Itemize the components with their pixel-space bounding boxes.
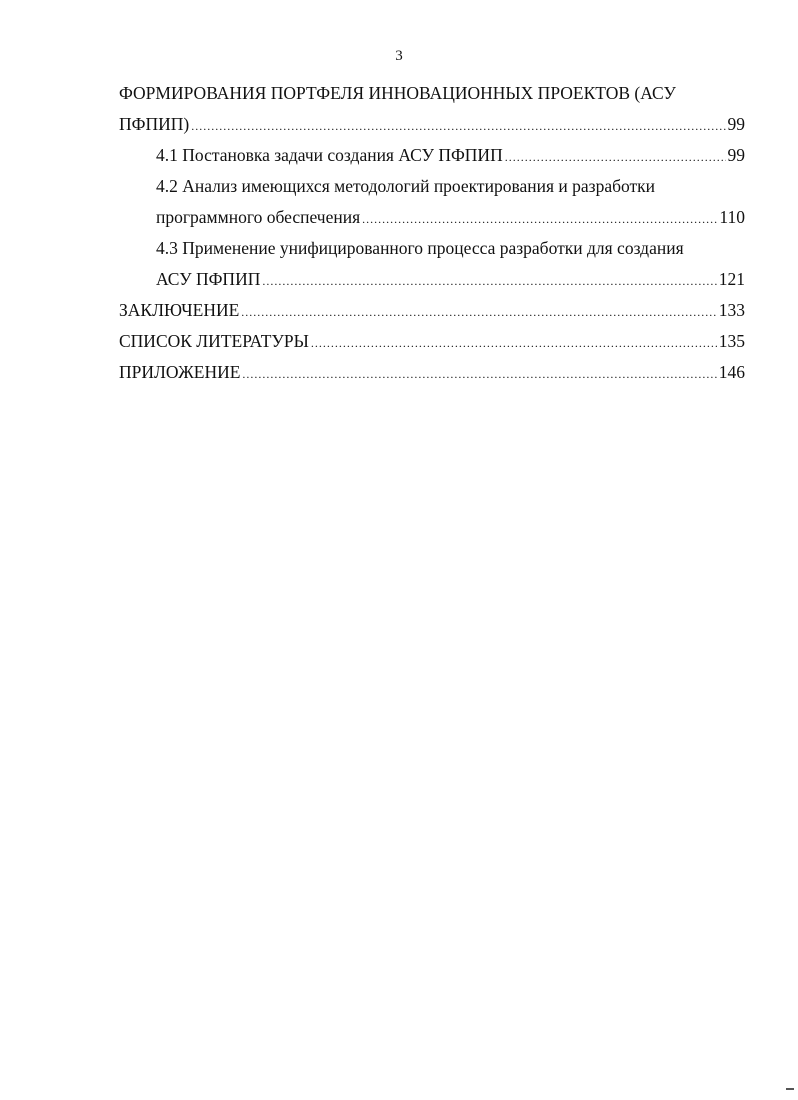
table-of-contents: [119, 78, 745, 388]
toc-entry-text: ПФПИП): [119, 114, 190, 134]
toc-dot-leader: [362, 204, 717, 235]
toc-entry-section-4-3-line2: [119, 264, 745, 295]
toc-dot-leader: [505, 142, 726, 173]
scan-artifact-mark: [786, 1088, 794, 1094]
toc-entry-text: АСУ ПФПИП: [156, 269, 261, 289]
toc-entry-references: [119, 326, 745, 357]
toc-entry-section-4-2-line1: [119, 171, 745, 202]
toc-entry-chapter-4-title-line2: [119, 109, 745, 140]
toc-entry-appendix: [119, 357, 745, 388]
toc-entry-section-4-1: [119, 140, 745, 171]
toc-entry-section-4-3-line1: [119, 233, 745, 264]
toc-entry-text: ФОРМИРОВАНИЯ ПОРТФЕЛЯ ИННОВАЦИОННЫХ ПРОЕКТОВ (АСУ: [119, 83, 676, 103]
toc-entry-section-4-2-line2: [119, 202, 745, 233]
toc-dot-leader: [242, 359, 716, 390]
toc-entry-text: СПИСОК ЛИТЕРАТУРЫ: [119, 331, 309, 351]
toc-dot-leader: [262, 266, 716, 297]
toc-dot-leader: [311, 328, 717, 359]
toc-entry-chapter-4-title-line1: [119, 78, 745, 109]
toc-dot-leader: [241, 297, 716, 328]
toc-entry-text: программного обеспечения: [156, 207, 361, 227]
toc-page-number: 146: [718, 362, 745, 382]
toc-entry-conclusion: [119, 295, 745, 326]
toc-page-number: 135: [718, 331, 745, 351]
toc-entry-text: ЗАКЛЮЧЕНИЕ: [119, 300, 240, 320]
toc-entry-text: 4.1 Постановка задачи создания АСУ ПФПИП: [156, 145, 503, 165]
page-number: 3: [395, 48, 403, 64]
toc-entry-text: 4.2 Анализ имеющихся методологий проектирования и разработки: [156, 176, 656, 196]
toc-entry-text: 4.3 Применение унифицированного процесса разработки для создания: [156, 238, 684, 258]
toc-entry-text: ПРИЛОЖЕНИЕ: [119, 362, 241, 382]
toc-page-number: 99: [727, 114, 745, 134]
toc-page-number: 99: [727, 145, 745, 165]
toc-page-number: 121: [718, 269, 745, 289]
toc-dot-leader: [191, 111, 725, 142]
toc-page-number: 133: [718, 300, 745, 320]
toc-page-number: 110: [719, 207, 745, 227]
